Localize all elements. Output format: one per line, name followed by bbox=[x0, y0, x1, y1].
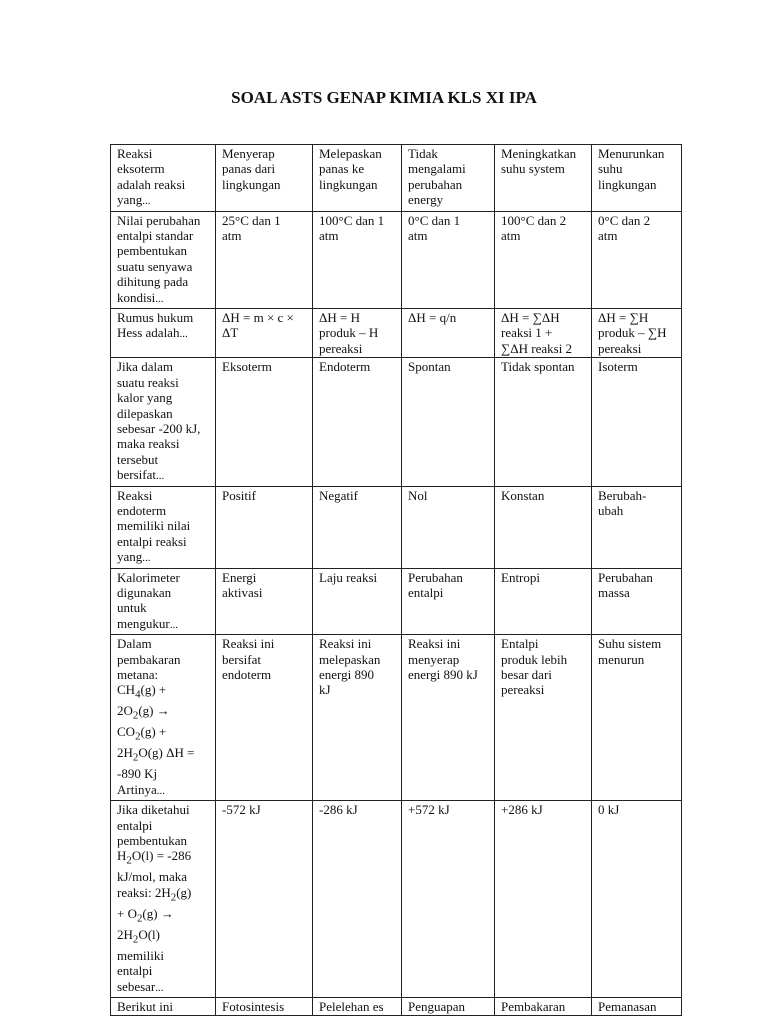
table-row bbox=[111, 801, 682, 998]
option-cell bbox=[313, 145, 402, 212]
question-cell bbox=[111, 309, 216, 358]
option-text: Laju reaksi bbox=[319, 569, 378, 585]
question-text: Nilai perubahan entalpi standar pembentukan suatu senyawa dihitung pada kondisi... bbox=[117, 212, 201, 305]
table-row bbox=[111, 998, 682, 1016]
question-text-part: O(l) = -286 kJ/mol, maka reaksi: 2H bbox=[117, 848, 192, 900]
option-cell bbox=[592, 486, 682, 568]
option-cell bbox=[216, 358, 313, 486]
subscript: 2 bbox=[132, 710, 139, 722]
option-cell bbox=[495, 568, 592, 635]
question-text: Reaksi endoterm memiliki nilai entalpi reaksi yang... bbox=[117, 487, 191, 565]
option-text: 0°C dan 2 atm bbox=[598, 212, 651, 244]
option-text: Energi aktivasi bbox=[222, 569, 263, 600]
option-cell bbox=[495, 801, 592, 998]
option-cell bbox=[216, 211, 313, 308]
option-text: 0 kJ bbox=[598, 802, 620, 818]
table-row bbox=[111, 309, 682, 358]
option-cell bbox=[495, 358, 592, 486]
option-cell bbox=[495, 145, 592, 212]
option-cell bbox=[495, 635, 592, 801]
option-cell bbox=[495, 998, 592, 1016]
option-text: Entalpi produk lebih besar dari pereaksi bbox=[501, 636, 568, 698]
table-row bbox=[111, 635, 682, 801]
option-text: Berubah- ubah bbox=[598, 487, 647, 518]
option-text: Reaksi ini melepaskan energi 890 kJ bbox=[319, 636, 381, 698]
ellipsis: ... bbox=[156, 784, 165, 797]
subscript: 2 bbox=[126, 855, 132, 868]
question-text: Berikut ini bbox=[117, 999, 173, 1015]
option-text: 25°C dan 1 atm bbox=[222, 212, 281, 244]
option-cell bbox=[313, 211, 402, 308]
option-cell bbox=[495, 211, 592, 308]
question-text: Rumus hukum Hess adalah... bbox=[117, 310, 194, 341]
option-cell bbox=[592, 211, 682, 308]
option-text: Menyerap panas dari lingkungan bbox=[222, 146, 281, 192]
ellipsis: ... bbox=[155, 981, 164, 994]
subscript: 2 bbox=[132, 933, 139, 946]
ellipsis: ... bbox=[155, 292, 164, 305]
question-text: Reaksi eksoterm adalah reaksi yang... bbox=[117, 146, 186, 208]
option-text: Endoterm bbox=[319, 359, 371, 375]
option-cell bbox=[592, 998, 682, 1016]
question-cell bbox=[111, 801, 216, 998]
option-text: -572 kJ bbox=[222, 802, 261, 818]
option-cell bbox=[216, 486, 313, 568]
ellipsis: ... bbox=[155, 470, 165, 483]
ellipsis: ... bbox=[142, 195, 151, 208]
option-text: Positif bbox=[222, 487, 256, 503]
option-text: Pembakaran bbox=[501, 999, 566, 1015]
option-cell bbox=[592, 568, 682, 635]
question-cell bbox=[111, 635, 216, 801]
option-text: Perubahan entalpi bbox=[408, 569, 463, 600]
option-cell bbox=[592, 801, 682, 998]
option-cell bbox=[313, 568, 402, 635]
question-text-part: O(g) ΔH = -890 Kj Artinya bbox=[117, 745, 195, 797]
option-text: Pelelehan es bbox=[319, 999, 384, 1015]
option-cell bbox=[592, 635, 682, 801]
option-text: -286 kJ bbox=[319, 802, 358, 818]
option-text: Tidak mengalami perubahan energy bbox=[408, 146, 466, 208]
option-text: Fotosintesis bbox=[222, 999, 285, 1015]
page-title: SOAL ASTS GENAP KIMIA KLS XI IPA bbox=[231, 88, 537, 107]
option-cell bbox=[216, 998, 313, 1016]
option-text: ΔH = H produk – H pereaksi bbox=[319, 310, 379, 356]
option-cell bbox=[313, 801, 402, 998]
table-row bbox=[111, 568, 682, 635]
question-table bbox=[110, 144, 682, 1016]
option-text: Negatif bbox=[319, 487, 358, 503]
question-text: Jika dalam suatu reaksi kalor yang dilepaskan sebesar -200 kJ, maka reaksi tersebut bersifat... bbox=[117, 359, 201, 483]
option-cell bbox=[313, 309, 402, 358]
option-cell bbox=[216, 635, 313, 801]
subscript: 2 bbox=[136, 912, 143, 925]
option-cell bbox=[216, 309, 313, 358]
question-cell bbox=[111, 486, 216, 568]
option-text: Isoterm bbox=[598, 359, 638, 375]
subscript: 2 bbox=[132, 752, 139, 764]
question-text-part: (g) + O bbox=[117, 884, 192, 921]
option-text: Penguapan bbox=[408, 999, 466, 1015]
subscript: 4 bbox=[135, 689, 141, 701]
option-text: Meningkatkan suhu system bbox=[501, 146, 577, 177]
option-text: Reaksi ini menyerap energi 890 kJ bbox=[408, 636, 478, 682]
option-text: Perubahan massa bbox=[598, 569, 653, 600]
question-cell bbox=[111, 568, 216, 635]
option-text: Konstan bbox=[501, 487, 545, 503]
option-cell bbox=[495, 309, 592, 358]
question-text-part: (g) → CO bbox=[117, 703, 170, 740]
table-row bbox=[111, 486, 682, 568]
question-text bbox=[117, 636, 210, 799]
question-text-part: Dalam pembakaran metana: CH bbox=[117, 636, 181, 698]
option-text: Entropi bbox=[501, 569, 540, 585]
option-text: Menurunkan suhu lingkungan bbox=[598, 146, 665, 192]
question-cell bbox=[111, 211, 216, 308]
option-cell bbox=[402, 568, 495, 635]
option-text: 100°C dan 1 atm bbox=[319, 212, 385, 244]
question-text: Kalorimeter digunakan untuk mengukur... bbox=[117, 569, 180, 631]
option-cell bbox=[592, 358, 682, 486]
option-cell bbox=[402, 801, 495, 998]
option-cell bbox=[402, 358, 495, 486]
option-text: ΔH = q/n bbox=[408, 310, 457, 326]
question-cell bbox=[111, 145, 216, 212]
option-text: Tidak spontan bbox=[501, 359, 575, 375]
option-cell bbox=[402, 486, 495, 568]
option-text: ΔH = m × c × ΔT bbox=[222, 310, 294, 341]
option-text: Suhu sistem menurun bbox=[598, 636, 662, 667]
option-text: Eksoterm bbox=[222, 359, 272, 375]
ellipsis: ... bbox=[169, 618, 178, 631]
option-text: 0°C dan 1 atm bbox=[408, 212, 461, 244]
subscript: 2 bbox=[135, 731, 141, 743]
option-cell bbox=[495, 486, 592, 568]
option-cell bbox=[216, 801, 313, 998]
option-text: ΔH = ∑H produk – ∑H pereaksi bbox=[598, 310, 667, 356]
question-text bbox=[117, 802, 210, 996]
option-text: Nol bbox=[408, 487, 428, 503]
option-cell bbox=[402, 998, 495, 1016]
option-text: Spontan bbox=[408, 359, 451, 375]
table-row bbox=[111, 358, 682, 486]
question-text-part: (g) → 2H bbox=[117, 905, 174, 942]
option-text: Pemanasan bbox=[598, 999, 657, 1015]
table-row bbox=[111, 211, 682, 308]
question-cell bbox=[111, 358, 216, 486]
option-cell bbox=[216, 568, 313, 635]
option-cell bbox=[402, 145, 495, 212]
question-text-part: O(l) memiliki entalpi sebesar bbox=[117, 926, 164, 994]
option-cell bbox=[402, 211, 495, 308]
option-text: Melepaskan panas ke lingkungan bbox=[319, 146, 382, 192]
question-text-part: (g) + 2O bbox=[117, 682, 167, 719]
subscript: 2 bbox=[170, 891, 177, 904]
option-cell bbox=[313, 998, 402, 1016]
option-text: 100°C dan 2 atm bbox=[501, 212, 567, 244]
option-text: +572 kJ bbox=[408, 802, 450, 818]
option-cell bbox=[592, 309, 682, 358]
option-text: +286 kJ bbox=[501, 802, 543, 818]
question-cell bbox=[111, 998, 216, 1016]
option-cell bbox=[216, 145, 313, 212]
ellipsis: ... bbox=[179, 328, 188, 341]
table-row bbox=[111, 145, 682, 212]
ellipsis: ... bbox=[142, 552, 151, 565]
option-text: Reaksi ini bersifat endoterm bbox=[222, 636, 275, 682]
option-cell bbox=[313, 635, 402, 801]
option-cell bbox=[313, 358, 402, 486]
question-text-part: Jika diketahui entalpi pembentukan H bbox=[117, 802, 190, 864]
option-text: ΔH = ∑ΔH reaksi 1 + ∑ΔH reaksi 2 bbox=[501, 310, 573, 356]
question-text-part: (g) + 2H bbox=[117, 724, 167, 761]
option-cell bbox=[592, 145, 682, 212]
option-cell bbox=[402, 309, 495, 358]
option-cell bbox=[313, 486, 402, 568]
option-cell bbox=[402, 635, 495, 801]
